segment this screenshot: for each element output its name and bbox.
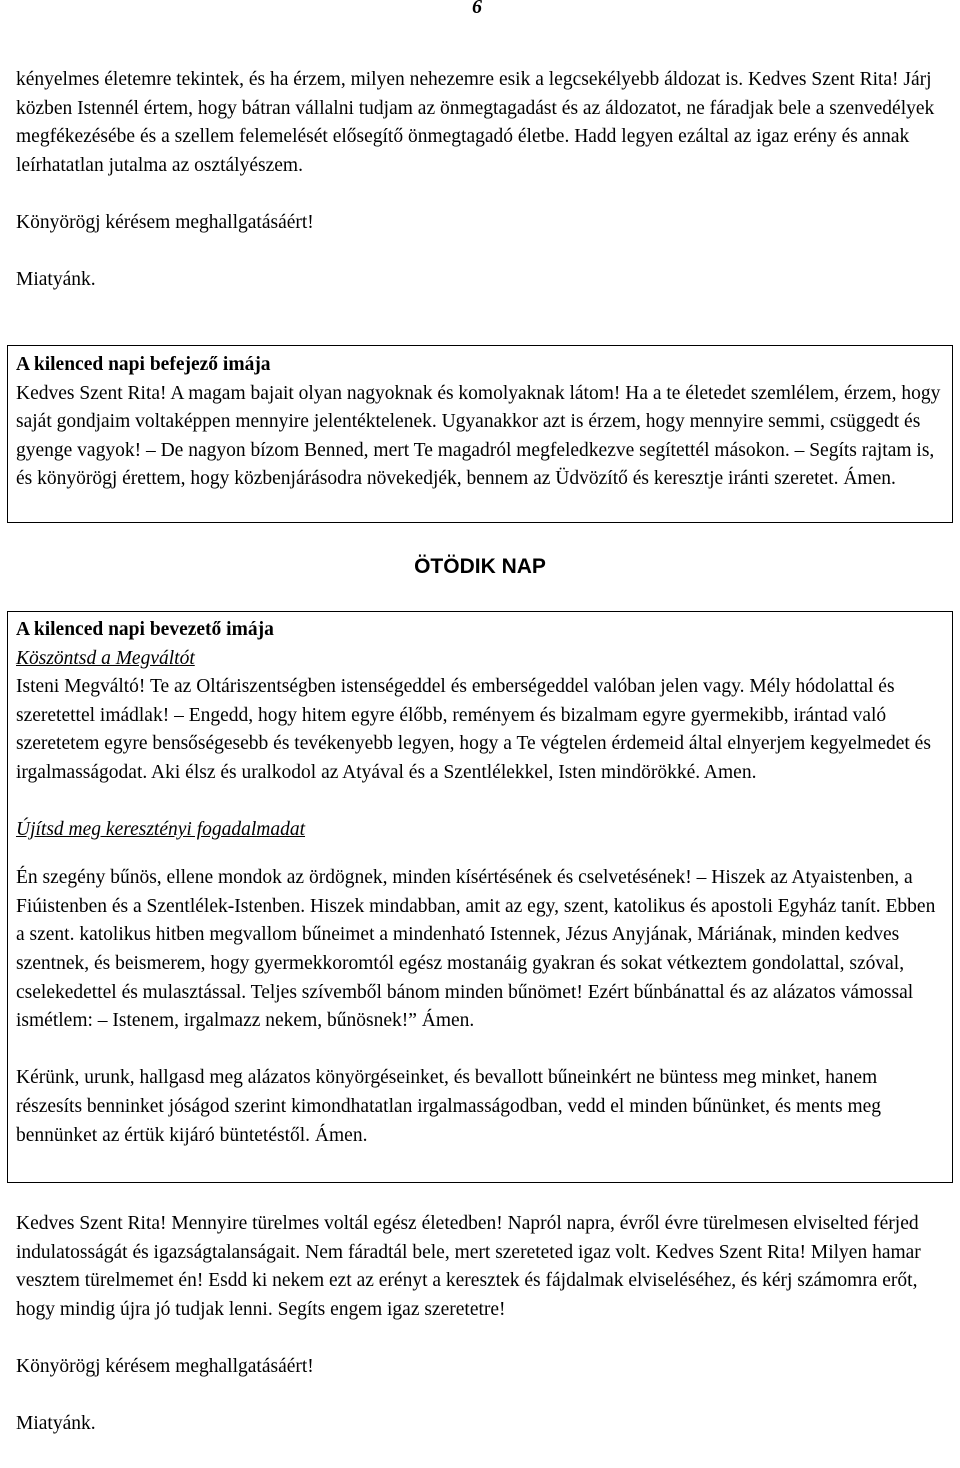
day-prayer-petition: Könyörögj kérésem meghallgatásáért! — [16, 1355, 314, 1377]
vows-text: Én szegény bűnös, ellene mondok az ördögnek, minden kísértésének és cselvetésének! – Hiszek az Atyaistenben, a Fiúistenben és a Szentlélek-Istenben. Hiszek mindabban, amit az egy, szent, katolikus és apostoli Egyház tanít. Ebben a szent. katolikus hitben megvallom bűneimet a mindenható Istennek, Jézus Anyjának, Máriának, minden kedves szentnek, és beismerem, hogy gyermekkoromtól egész mostanáig gyakran és sokat vétkeztem gondolattal, szóval, cselekedettel és mulasztással. Teljes szívemből bánom minden bűnömet! Ezért bűnbánattal és az alázatos vámossal ismétlem: – Istenem, irgalmazz nekem, bűnösnek!” Ámen. — [16, 867, 936, 1032]
vows-heading: Újítsd meg keresztényi fogadalmadat — [16, 819, 306, 841]
day-prayer-section — [16, 1210, 946, 1439]
opening-prayer-title: A kilenced napi bevezető imája — [16, 619, 274, 640]
closing-prayer-title: A kilenced napi befejező imája — [16, 354, 271, 375]
day-prayer-our-father: Miatyánk. — [16, 1413, 96, 1435]
plea-text: Kérünk, urunk, hallgasd meg alázatos könyörgéseinket, és bevallott bűneinkért ne büntess meg minket, hanem részesíts benninket jóságod szerint kimondhatatlan irgalmasságodban, vedd el minden bűnünket, és ments meg bennünket az értük kijáró büntetéstől. Ámen. — [16, 1067, 882, 1146]
intro-our-father: Miatyánk. — [16, 269, 96, 291]
greet-heading: Köszöntsd a Megváltót — [16, 647, 195, 669]
greet-text: Isteni Megváltó! Te az Oltáriszentségben istenségeddel és emberségeddel valóban jelen vagy. Mély hódolattal és szeretettel imádlak! – Engedd, hogy hitem egyre élőbb, reményem és bizalmam egyre gyermekibb, irántad való szeretetem egyre bensőségesebb és tevékenyebb legyen, hogy a Te végtelen érdemeid által elnyerjem kegyelmedet és irgalmasságodat. Aki élsz és uralkodol az Atyával és a Szentlélekkel, Isten mindörökké. Amen. — [16, 676, 931, 783]
day-prayer-text: Kedves Szent Rita! Mennyire türelmes voltál egész életedben! Napról napra, évről évre türelmesen elviselted férjed indulatosságát és igazságtalanságait. Nem fáradtál bele, mert szereteted igaz volt. Kedves Szent Rita! Milyen hamar vesztem türelmemet én! Esdd ki nekem ezt az erényt a keresztek és fájdalmak elviseléséhez, és kérj számomra erőt, hogy mindig újra jó tudjak lenni. Segíts engem igaz szeretetre! — [16, 1213, 921, 1320]
opening-prayer-box — [7, 611, 953, 1183]
page-number: 6 — [472, 0, 482, 18]
day-title — [0, 552, 960, 582]
intro-section — [16, 66, 946, 295]
intro-paragraph: kényelmes életemre tekintek, és ha érzem, milyen nehezemre esik a legcsekélyebb áldozat is. Kedves Szent Rita! Járj közben Istennél értem, hogy bátran vállalni tudjam az önmegtagadást és az áldozatot, ne fáradjak bele a szenvedélyek megfékezésébe és a szellem felemelését elősegítő önmegtagadó életbe. Hadd legyen ezáltal az igaz erény és annak leírhatatlan jutalma az osztályészem. — [16, 69, 935, 176]
closing-prayer-text: Kedves Szent Rita! A magam bajait olyan nagyoknak és komolyaknak látom! Ha a te életedet szemlélem, érzem, hogy saját gondjaim voltaképpen mennyire jelentéktelenek. Ugyanakkor azt is érzem, hogy mennyire semmi, csüggedt és gyenge vagyok! – De nagyon bízom Benned, mert Te magadról megfeledkezve segítettél másokon. – Segíts rajtam is, és könyörögj érettem, hogy közbenjárásodra növekedjék, bennem az Üdvözítő és keresztje iránti szeretet. Ámen. — [16, 382, 941, 490]
intro-petition: Könyörögj kérésem meghallgatásáért! — [16, 211, 314, 233]
closing-prayer-box — [7, 345, 953, 523]
day-title-text: ÖTÖDIK NAP — [414, 555, 546, 578]
